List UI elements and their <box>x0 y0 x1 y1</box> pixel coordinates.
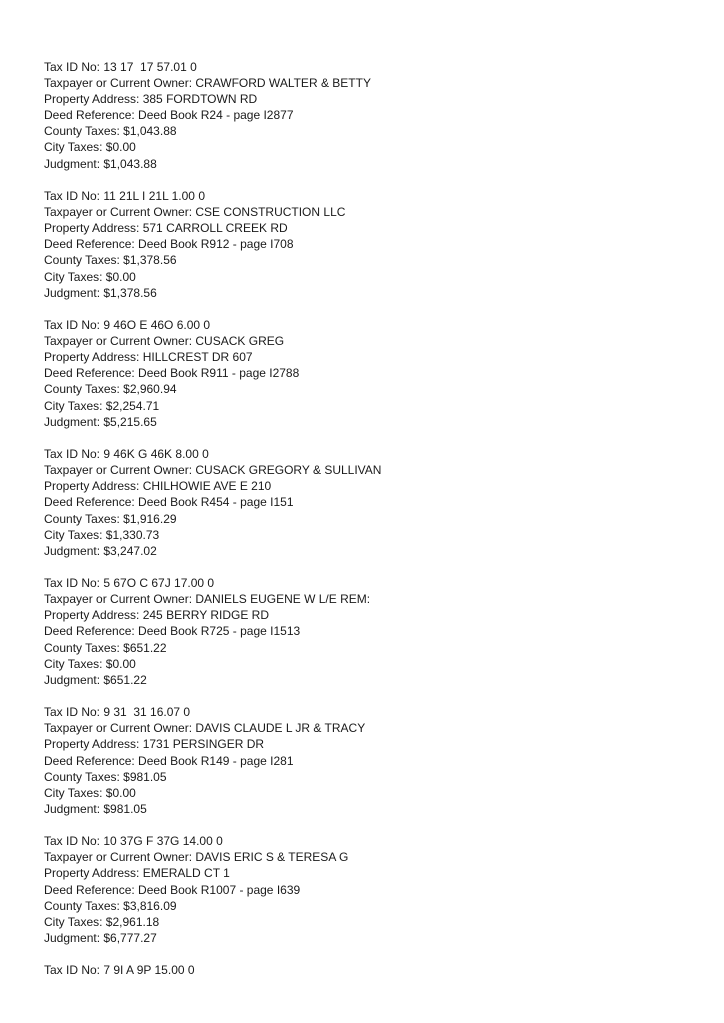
county-taxes: County Taxes: $2,960.94 <box>44 382 177 397</box>
tax-id: Tax ID No: 9 46O E 46O 6.00 0 <box>44 318 211 333</box>
property-address: Property Address: 1731 PERSINGER DR <box>44 737 265 752</box>
owner: Taxpayer or Current Owner: DAVIS ERIC S & TERESA G <box>44 850 349 865</box>
tax-record <box>44 833 724 946</box>
county-taxes: County Taxes: $651.22 <box>44 640 167 655</box>
city-taxes: City Taxes: $0.00 <box>44 269 136 284</box>
deed-reference: Deed Reference: Deed Book R24 - page I2877 <box>44 108 294 123</box>
property-address: Property Address: CHILHOWIE AVE E 210 <box>44 479 272 494</box>
city-taxes: City Taxes: $0.00 <box>44 785 136 800</box>
city-taxes: City Taxes: $0.00 <box>44 656 136 671</box>
tax-id: Tax ID No: 5 67O C 67J 17.00 0 <box>44 576 215 591</box>
tax-record <box>44 188 724 301</box>
county-taxes: County Taxes: $1,378.56 <box>44 253 177 268</box>
owner: Taxpayer or Current Owner: CUSACK GREGORY & SULLIVAN <box>44 463 382 478</box>
county-taxes: County Taxes: $3,816.09 <box>44 898 177 913</box>
deed-reference: Deed Reference: Deed Book R1007 - page I639 <box>44 882 301 897</box>
judgment: Judgment: $6,777.27 <box>44 930 157 945</box>
tax-record <box>44 59 724 172</box>
tax-id: Tax ID No: 7 9I A 9P 15.00 0 <box>44 963 195 978</box>
deed-reference: Deed Reference: Deed Book R149 - page I281 <box>44 753 294 768</box>
judgment: Judgment: $651.22 <box>44 672 147 687</box>
judgment: Judgment: $3,247.02 <box>44 543 157 558</box>
county-taxes: County Taxes: $1,916.29 <box>44 511 177 526</box>
city-taxes: City Taxes: $1,330.73 <box>44 527 160 542</box>
property-address: Property Address: HILLCREST DR 607 <box>44 350 253 365</box>
city-taxes: City Taxes: $2,254.71 <box>44 398 160 413</box>
owner: Taxpayer or Current Owner: DANIELS EUGENE W L/E REM: <box>44 592 371 607</box>
judgment: Judgment: $1,043.88 <box>44 156 157 171</box>
deed-reference: Deed Reference: Deed Book R911 - page I2788 <box>44 366 300 381</box>
judgment: Judgment: $981.05 <box>44 801 147 816</box>
tax-record <box>44 317 724 430</box>
property-address: Property Address: 245 BERRY RIDGE RD <box>44 608 269 623</box>
county-taxes: County Taxes: $981.05 <box>44 769 167 784</box>
tax-record <box>44 575 724 688</box>
property-address: Property Address: EMERALD CT 1 <box>44 866 230 881</box>
tax-id: Tax ID No: 13 17 17 57.01 0 <box>44 60 197 74</box>
owner: Taxpayer or Current Owner: DAVIS CLAUDE L JR & TRACY <box>44 721 366 736</box>
owner: Taxpayer or Current Owner: CRAWFORD WALTER & BETTY <box>44 76 371 91</box>
owner: Taxpayer or Current Owner: CUSACK GREG <box>44 334 285 349</box>
deed-reference: Deed Reference: Deed Book R912 - page I708 <box>44 237 294 252</box>
deed-reference: Deed Reference: Deed Book R725 - page I1513 <box>44 624 301 639</box>
tax-id: Tax ID No: 10 37G F 37G 14.00 0 <box>44 834 223 849</box>
judgment: Judgment: $1,378.56 <box>44 285 157 300</box>
judgment: Judgment: $5,215.65 <box>44 414 157 429</box>
city-taxes: City Taxes: $2,961.18 <box>44 914 160 929</box>
tax-record <box>44 704 724 817</box>
tax-record <box>44 446 724 559</box>
tax-id: Tax ID No: 9 46K G 46K 8.00 0 <box>44 447 209 462</box>
tax-id: Tax ID No: 11 21L I 21L 1.00 0 <box>44 189 205 204</box>
deed-reference: Deed Reference: Deed Book R454 - page I151 <box>44 495 294 510</box>
property-address: Property Address: 571 CARROLL CREEK RD <box>44 221 288 236</box>
owner: Taxpayer or Current Owner: CSE CONSTRUCTION LLC <box>44 205 346 220</box>
tax-record-partial <box>44 962 724 978</box>
tax-id: Tax ID No: 9 31 31 16.07 0 <box>44 705 191 720</box>
property-address: Property Address: 385 FORDTOWN RD <box>44 92 258 107</box>
county-taxes: County Taxes: $1,043.88 <box>44 124 177 139</box>
city-taxes: City Taxes: $0.00 <box>44 140 136 155</box>
